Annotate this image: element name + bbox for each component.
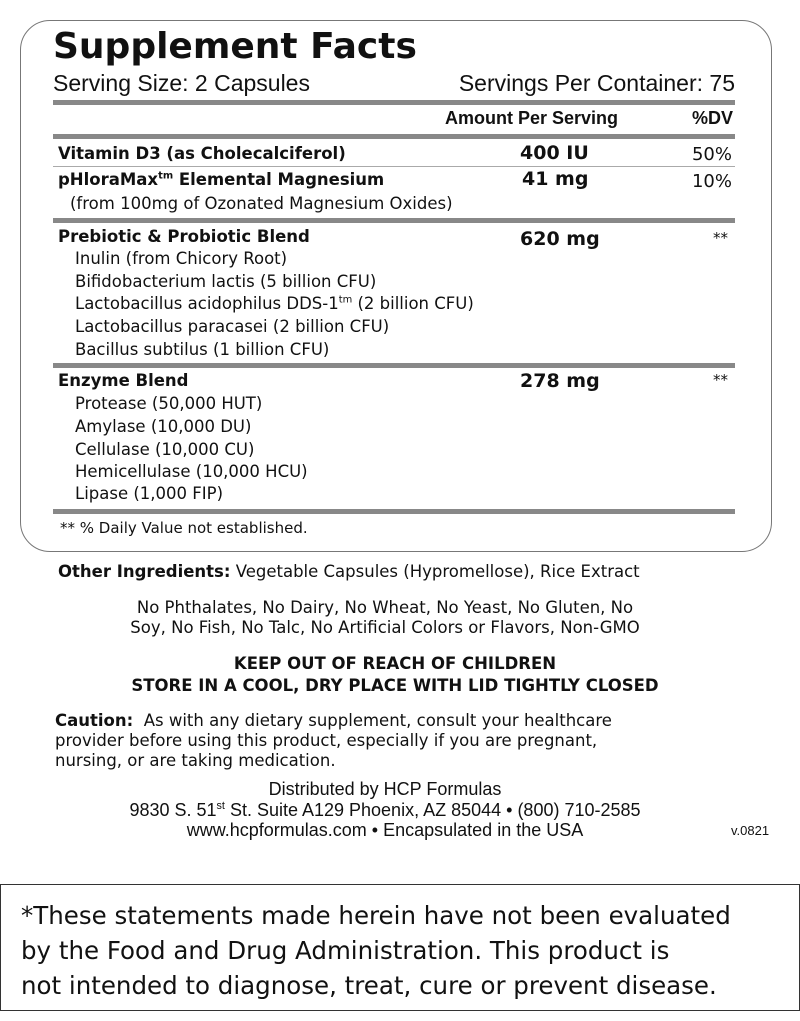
enzyme-blend-amount: 278 mg bbox=[520, 370, 600, 392]
disclaimer-line: by the Food and Drug Administration. This product is bbox=[21, 936, 670, 965]
ingredient-item bbox=[75, 294, 474, 313]
probiotic-blend-amount: 620 mg bbox=[520, 228, 600, 250]
trademark: tm bbox=[338, 294, 353, 306]
ingredient-name: Lactobacillus acidophilus DDS-1 bbox=[75, 294, 339, 313]
enzyme-blend-name: Enzyme Blend bbox=[58, 371, 189, 390]
serving-size: Serving Size: 2 Capsules bbox=[53, 70, 310, 96]
magnesium-name bbox=[58, 170, 384, 189]
divider bbox=[53, 100, 735, 105]
enzyme-blend-dv: ** bbox=[713, 371, 728, 389]
ingredient-item: Bifidobacterium lactis (5 billion CFU) bbox=[75, 272, 377, 291]
disclaimer-line: *These statements made herein have not been evaluated bbox=[21, 901, 731, 930]
caution-line: provider before using this product, especially if you are pregnant, bbox=[55, 731, 598, 750]
divider bbox=[53, 134, 735, 139]
other-ingredients bbox=[58, 562, 640, 581]
distributor-address bbox=[0, 800, 770, 821]
footnote: ** % Daily Value not established. bbox=[60, 519, 308, 537]
magnesium-brand: pHloraMax bbox=[58, 170, 159, 189]
ingredient-item: Cellulase (10,000 CU) bbox=[75, 440, 255, 459]
free-from-line: No Phthalates, No Dairy, No Wheat, No Yeast, No Gluten, No bbox=[136, 598, 634, 617]
magnesium-amount: 41 mg bbox=[522, 168, 589, 190]
divider bbox=[53, 363, 735, 368]
other-ingredients-text: Vegetable Capsules (Hypromellose), Rice Extract bbox=[230, 562, 640, 581]
ingredient-item: Bacillus subtilus (1 billion CFU) bbox=[75, 340, 330, 359]
dv-header: %DV bbox=[691, 108, 733, 128]
ordinal-suffix: st bbox=[216, 800, 225, 812]
disclaimer-line: not intended to diagnose, treat, cure or prevent disease. bbox=[21, 971, 717, 1000]
ingredient-cfu: (2 billion CFU) bbox=[352, 294, 474, 313]
servings-per-container: Servings Per Container: 75 bbox=[458, 70, 735, 96]
divider bbox=[53, 509, 735, 514]
magnesium-label: Elemental Magnesium bbox=[173, 170, 385, 189]
caution-line bbox=[55, 711, 612, 730]
fda-disclaimer-box bbox=[0, 884, 800, 1011]
caution-label: Caution: bbox=[55, 711, 134, 730]
vitamin-d3-dv: 50% bbox=[691, 144, 732, 165]
divider bbox=[53, 218, 735, 223]
trademark: tm bbox=[158, 170, 174, 182]
free-from-line: Soy, No Fish, No Talc, No Artificial Colors or Flavors, Non-GMO bbox=[130, 618, 640, 637]
ingredient-item: Hemicellulase (10,000 HCU) bbox=[75, 462, 308, 481]
address-rest: St. Suite A129 Phoenix, AZ 85044 • (800) 710-2585 bbox=[224, 800, 641, 820]
ingredient-item: Lipase (1,000 FIP) bbox=[75, 484, 224, 503]
probiotic-blend-name: Prebiotic & Probiotic Blend bbox=[58, 227, 310, 246]
caution-line: nursing, or are taking medication. bbox=[55, 751, 336, 770]
vitamin-d3-amount: 400 IU bbox=[520, 142, 589, 164]
caution-text: As with any dietary supplement, consult your healthcare bbox=[133, 711, 612, 730]
address-start: 9830 S. 51 bbox=[129, 800, 217, 820]
amount-header: Amount Per Serving bbox=[445, 108, 619, 128]
ingredient-item: Inulin (from Chicory Root) bbox=[75, 249, 288, 268]
vitamin-d3-name: Vitamin D3 (as Cholecalciferol) bbox=[58, 144, 346, 163]
version-code: v.0821 bbox=[731, 823, 770, 838]
ingredient-item: Protease (50,000 HUT) bbox=[75, 394, 263, 413]
ingredient-item: Amylase (10,000 DU) bbox=[75, 417, 252, 436]
warning-children: KEEP OUT OF REACH OF CHILDREN bbox=[233, 654, 557, 673]
magnesium-dv: 10% bbox=[691, 171, 732, 192]
panel-title: Supplement Facts bbox=[53, 26, 417, 67]
distributor-website: www.hcpformulas.com • Encapsulated in the USA bbox=[186, 820, 584, 840]
divider bbox=[53, 166, 735, 167]
probiotic-blend-dv: ** bbox=[713, 229, 728, 247]
other-ingredients-label: Other Ingredients: bbox=[58, 562, 231, 581]
warning-storage: STORE IN A COOL, DRY PLACE WITH LID TIGHTLY CLOSED bbox=[131, 676, 659, 695]
distributor-name: Distributed by HCP Formulas bbox=[268, 779, 502, 799]
magnesium-source: (from 100mg of Ozonated Magnesium Oxides) bbox=[70, 194, 453, 213]
ingredient-item: Lactobacillus paracasei (2 billion CFU) bbox=[75, 317, 390, 336]
